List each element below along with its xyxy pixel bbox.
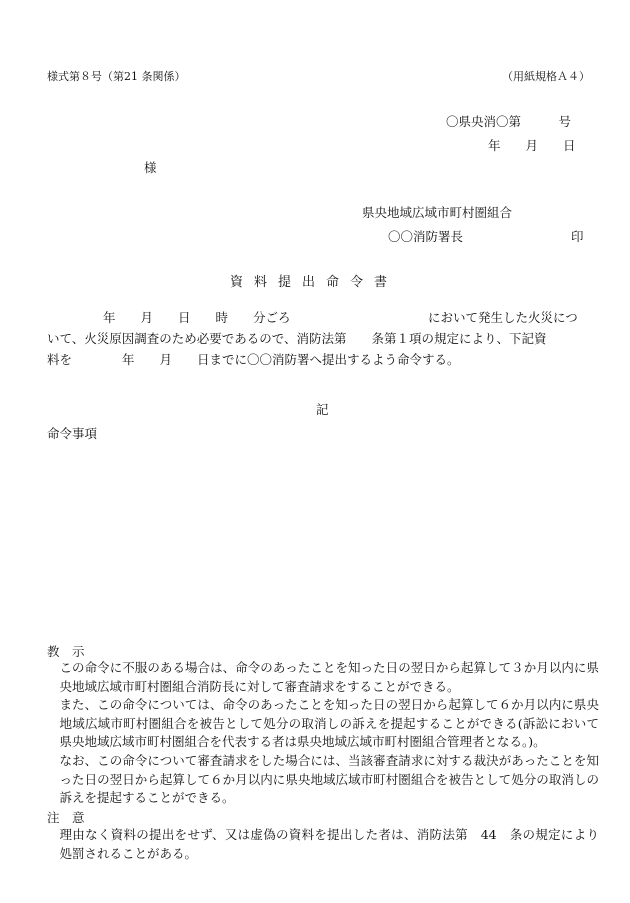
body-line-3: 料を 年 月 日までに〇〇消防署へ提出するよう命令する。 xyxy=(47,352,460,367)
ki-label: 記 xyxy=(316,402,329,417)
kyoji-paragraph-1: この命令に不服のある場合は、命令のあったことを知った日の翌日から起算して３か月以内に県央地域広域市町村圏組合消防長に対して審査請求をすることができる。 xyxy=(59,660,599,694)
kyoji-heading: 教 示 xyxy=(47,644,85,659)
body-text xyxy=(47,307,578,370)
chui-heading: 注 意 xyxy=(47,810,85,825)
kyoji-paragraph-3: なお、この命令について審査請求をした場合には、当該審査請求に対する裁決があったことを知った日の翌日から起算して６か月以内に県央地域広域市町村圏組合を被告として処分の取消しの訴えを提起することができる。 xyxy=(59,752,599,806)
body-line-1: 年 月 日 時 分ごろ において発生した火災につ xyxy=(103,310,578,325)
document-title: 資料提出命令書 xyxy=(230,275,399,290)
chui-paragraph-1: 理由なく資料の提出をせず、又は虚偽の資料を提出した者は、消防法第 44 条の規定により処罰されることがある。 xyxy=(59,827,599,861)
issuer-organization: 県央地域広域市町村圏組合 xyxy=(362,205,513,220)
form-label: 様式第８号（第21 条関係） xyxy=(47,70,186,83)
issuer-title: 〇〇消防署長 xyxy=(388,229,464,244)
order-items-label: 命令事項 xyxy=(47,426,98,441)
body-line-2: いて、火災原因調査のため必要であるので、消防法第 条第１項の規定により、下記資 xyxy=(47,331,547,346)
chui-section xyxy=(47,826,599,863)
addressee-sama: 様 xyxy=(144,160,157,175)
document-number: 〇県央消〇第 号 xyxy=(446,114,572,129)
kyoji-paragraph-2: また、この命令については、命令のあったことを知った日の翌日から起算して６か月以内に県央地域広域市町村圏組合を被告として処分の取消しの訴えを提起することができる(訴訟において県央地域広域市町村圏組合を代表する者は県央地域広域市町村圏組合管理者となる。)。 xyxy=(59,697,599,750)
seal-mark: 印 xyxy=(571,229,584,244)
issue-date: 年 月 日 xyxy=(488,138,576,153)
kyoji-section xyxy=(47,659,599,808)
paper-size-label: （用紙規格Ａ４） xyxy=(502,70,590,83)
